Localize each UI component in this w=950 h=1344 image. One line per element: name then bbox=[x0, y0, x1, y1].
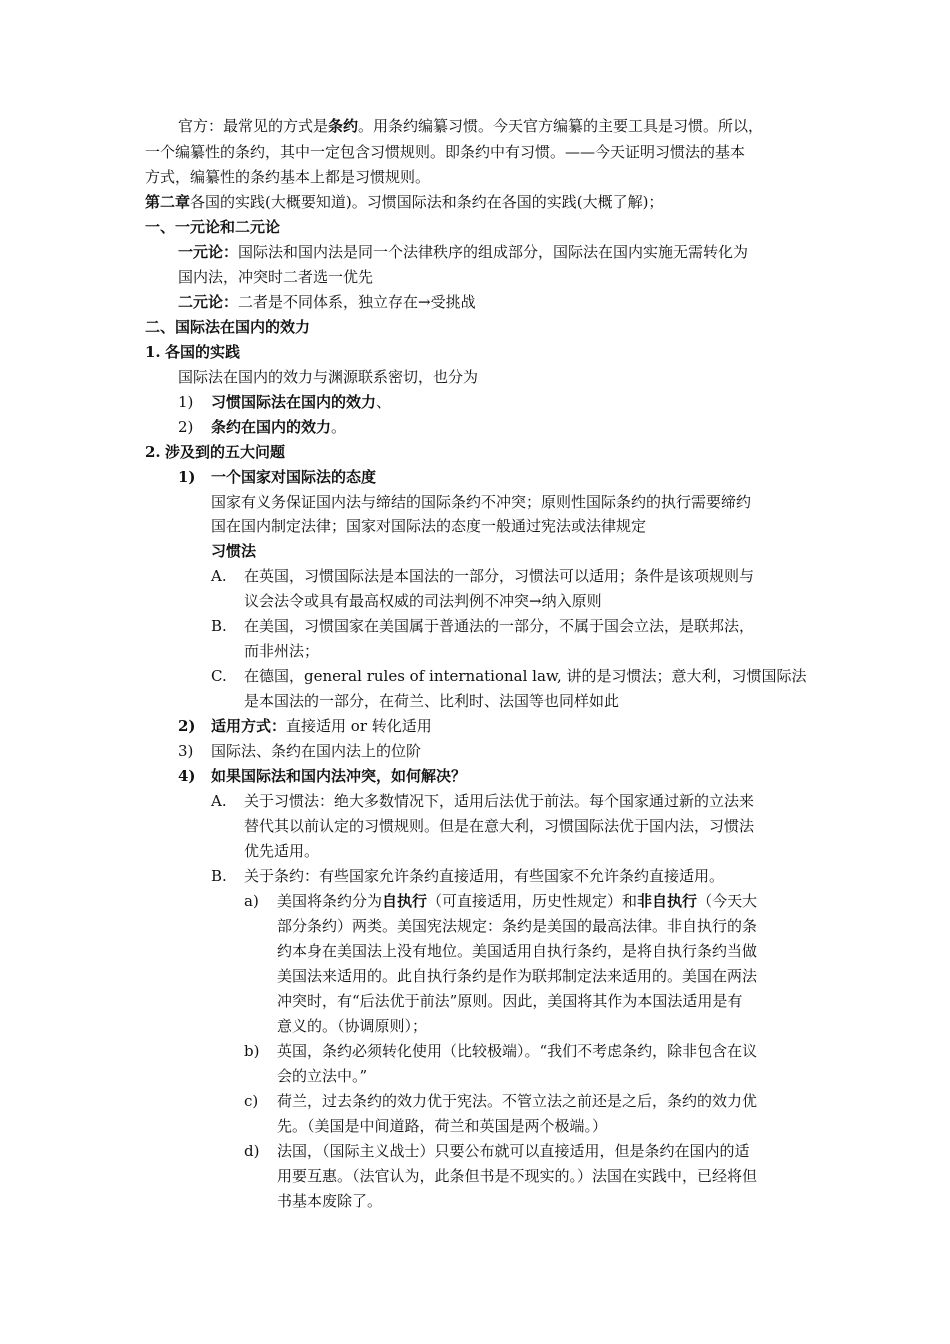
list-letter: b) bbox=[244, 1042, 260, 1060]
list-letter: d) bbox=[244, 1142, 260, 1160]
paragraph-line bbox=[178, 114, 763, 138]
list-item-line: 关于条约：有些国家允许条约直接适用，有些国家不允许条约直接适用。 bbox=[244, 867, 725, 885]
chapter-heading bbox=[145, 190, 663, 214]
list-item-line: 意义的。（协调原则）； bbox=[277, 1017, 428, 1035]
bold-text: 自执行 bbox=[382, 892, 428, 910]
list-item-line: 关于习惯法：绝大多数情况下，适用后法优于前法。每个国家通过新的立法来 bbox=[244, 792, 755, 810]
list-letter: B. bbox=[211, 867, 227, 885]
list-letter: C. bbox=[211, 667, 227, 685]
list-item-line: 约本身在美国法上没有地位。美国适用自执行条约，是将自执行条约当做 bbox=[277, 942, 758, 960]
list-letter: c) bbox=[244, 1092, 259, 1110]
text: 美国将条约分为 bbox=[277, 892, 383, 910]
list-item-line: 美国法来适用的。此自执行条约是作为联邦制定法来适用的。美国在两法 bbox=[277, 967, 758, 985]
bold-text: 习惯国际法在国内的效力 bbox=[211, 393, 377, 411]
text: （可直接适用，历史性规定）和 bbox=[427, 892, 638, 910]
list-item-line: 替代其以前认定的习惯规则。但是在意大利，习惯国际法优于国内法，习惯法 bbox=[244, 817, 755, 835]
list-number: 1) bbox=[178, 468, 196, 486]
list-item-line: 冲突时，有“后法优于前法”原则。因此，美国将其作为本国法适用是有 bbox=[277, 992, 743, 1010]
list-letter: A. bbox=[211, 567, 227, 585]
section-heading: 二、国际法在国内的效力 bbox=[145, 318, 311, 336]
text: 国际法和国内法是同一个法律秩序的组成部分，国际法在国内实施无需转化为 bbox=[238, 243, 749, 261]
list-letter: A. bbox=[211, 792, 227, 810]
list-item-line: 荷兰，过去条约的效力优于宪法。不管立法之前还是之后，条约的效力优 bbox=[277, 1092, 758, 1110]
subsection-heading: 涉及到的五大问题 bbox=[165, 443, 286, 461]
list-number: 2) bbox=[178, 717, 196, 735]
section-heading: 一、一元论和二元论 bbox=[145, 218, 281, 236]
text: 。用条约编纂习惯。今天官方编纂的主要工具是习惯。所以， bbox=[358, 117, 764, 135]
list-item-line: 在美国，习惯国家在美国属于普通法的一部分，不属于国会立法，是联邦法， bbox=[244, 617, 755, 635]
list-number: 4) bbox=[178, 767, 196, 785]
list-item bbox=[211, 415, 346, 439]
bold-text: 条约在国内的效力 bbox=[211, 418, 332, 436]
text: （今天大 bbox=[697, 892, 758, 910]
chapter-note: 各国的实践(大概要知道)。习惯国际法和条约在各国的实践(大概了解)； bbox=[190, 193, 664, 211]
text: 二者是不同体系，独立存在→受挑战 bbox=[238, 293, 476, 311]
list-item-line: 在英国，习惯国际法是本国法的一部分，习惯法可以适用；条件是该项规则与 bbox=[244, 567, 755, 585]
list-item-line: 书基本废除了。 bbox=[277, 1192, 383, 1210]
list-item-line: 是本国法的一部分，在荷兰、比利时、法国等也同样如此 bbox=[244, 692, 620, 710]
list-item-line: 英国，条约必须转化使用（比较极端）。“我们不考虑条约，除非包含在议 bbox=[277, 1042, 758, 1060]
paragraph-line: 一个编纂性的条约，其中一定包含习惯规则。即条约中有习惯。——今天证明习惯法的基本 bbox=[145, 143, 746, 161]
list-item-line: 而非州法； bbox=[244, 642, 320, 660]
list-letter: a) bbox=[244, 892, 259, 910]
text: 、 bbox=[376, 393, 392, 411]
paragraph-line: 国在国内制定法律；国家对国际法的态度一般通过宪法或法律规定 bbox=[211, 517, 647, 535]
list-item-line: 法国，（国际主义战士）只要公布就可以直接适用，但是条约在国内的适 bbox=[277, 1142, 750, 1160]
list-item-line: 在德国，general rules of international law, 讲的是习惯法；意大利，习惯国际法 bbox=[244, 667, 807, 685]
list-letter: B. bbox=[211, 617, 227, 635]
monism-line: 国内法，冲突时二者选一优先 bbox=[178, 268, 374, 286]
list-item-line bbox=[277, 889, 757, 913]
list-item-line: 部分条约）两类。美国宪法规定：条约是美国的最高法律。非自执行的条 bbox=[277, 917, 758, 935]
list-item-line: 议会法令或具有最高权威的司法判例不冲突→纳入原则 bbox=[244, 592, 602, 610]
list-number: 2) bbox=[178, 418, 194, 436]
bold-text: 条约 bbox=[328, 117, 359, 135]
bold-text: 适用方式： bbox=[211, 717, 287, 735]
subsection-heading: 各国的实践 bbox=[165, 343, 241, 361]
monism-label: 一元论： bbox=[178, 243, 239, 261]
question-heading bbox=[211, 714, 432, 738]
list-item bbox=[211, 390, 391, 414]
text: 。 bbox=[331, 418, 347, 436]
bold-text: 非自执行 bbox=[637, 892, 698, 910]
paragraph-line: 国家有义务保证国内法与缔结的国际条约不冲突；原则性国际条约的执行需要缔约 bbox=[211, 493, 752, 511]
custom-law-label: 习惯法 bbox=[211, 542, 257, 560]
text: 官方：最常见的方式是 bbox=[178, 117, 329, 135]
list-number: 2. bbox=[145, 443, 161, 461]
list-number: 3) bbox=[178, 742, 194, 760]
question-heading: 一个国家对国际法的态度 bbox=[211, 468, 377, 486]
monism-line bbox=[178, 240, 748, 264]
dualism-line bbox=[178, 290, 476, 314]
list-item-line: 优先适用。 bbox=[244, 842, 320, 860]
chapter-title: 第二章 bbox=[145, 193, 191, 211]
list-number: 1. bbox=[145, 343, 161, 361]
list-number: 1) bbox=[178, 393, 194, 411]
text: 直接适用 or 转化适用 bbox=[286, 717, 432, 735]
dualism-label: 二元论： bbox=[178, 293, 239, 311]
list-item: 国际法、条约在国内法上的位阶 bbox=[211, 742, 422, 760]
question-heading: 如果国际法和国内法冲突，如何解决？ bbox=[211, 767, 467, 785]
paragraph-line: 国际法在国内的效力与渊源联系密切，也分为 bbox=[178, 368, 479, 386]
list-item-line: 会的立法中。” bbox=[277, 1067, 368, 1085]
list-item-line: 先。（美国是中间道路，荷兰和英国是两个极端。） bbox=[277, 1117, 608, 1135]
list-item-line: 用要互惠。（法官认为，此条但书是不现实的。）法国在实践中，已经将但 bbox=[277, 1167, 758, 1185]
paragraph-line: 方式，编纂性的条约基本上都是习惯规则。 bbox=[145, 168, 431, 186]
